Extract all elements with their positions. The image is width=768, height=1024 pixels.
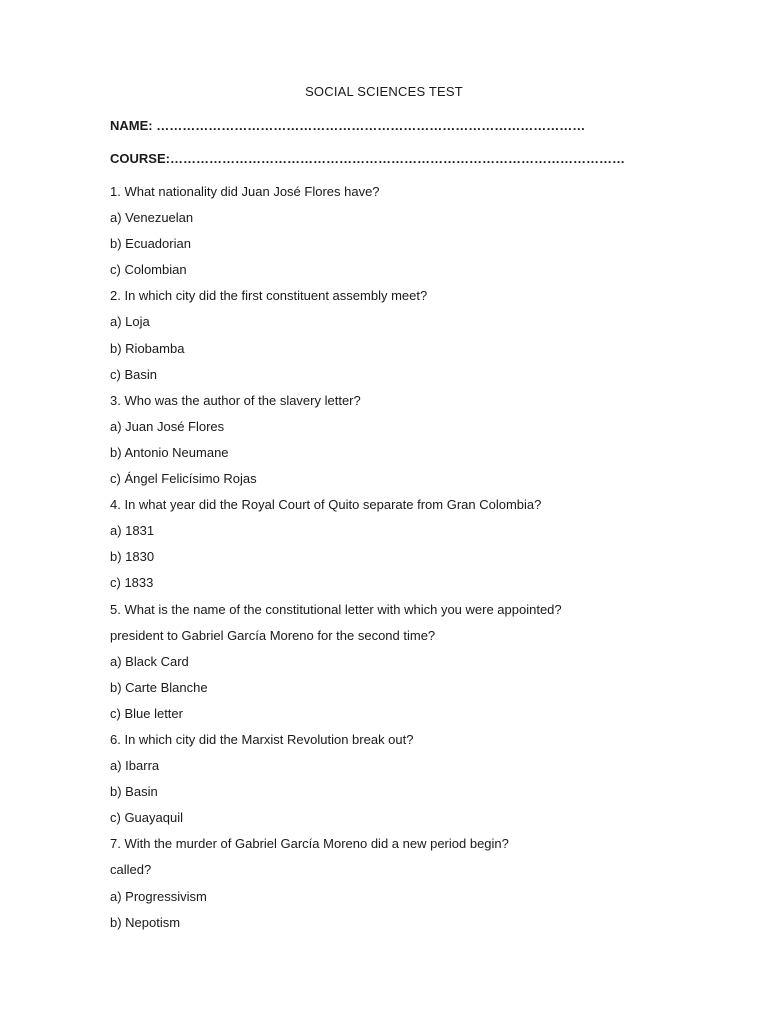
option-6a: a) Ibarra	[110, 758, 160, 774]
option-4a: a) 1831	[110, 523, 155, 539]
question-2: 2. In which city did the first constituent assembly meet?	[110, 288, 428, 304]
option-7b: b) Nepotism	[110, 914, 181, 930]
option-6c: c) Guayaquil	[110, 810, 183, 826]
option-5b: b) Carte Blanche	[110, 679, 208, 695]
name-field: NAME: ………………………………………………………………………………………	[110, 118, 586, 133]
option-3b: b) Antonio Neumane	[110, 444, 229, 460]
option-1b: b) Ecuadorian	[110, 236, 191, 252]
page-title: SOCIAL SCIENCES TEST	[305, 84, 463, 99]
question-3: 3. Who was the author of the slavery letter?	[110, 392, 361, 408]
question-4: 4. In what year did the Royal Court of Quito separate from Gran Colombia?	[110, 497, 542, 513]
option-6b: b) Basin	[110, 784, 158, 800]
option-4b: b) 1830	[110, 549, 155, 565]
course-field: COURSE:……………………………………………………………………………………………	[110, 151, 625, 166]
question-5-continued: president to Gabriel García Moreno for the second time?	[110, 627, 436, 643]
question-6: 6. In which city did the Marxist Revolution break out?	[110, 731, 414, 747]
option-4c: c) 1833	[110, 575, 154, 591]
option-7a: a) Progressivism	[110, 888, 207, 904]
option-3a: a) Juan José Flores	[110, 418, 225, 434]
option-3c: c) Ángel Felicísimo Rojas	[110, 471, 257, 487]
question-list	[110, 183, 710, 940]
question-7: 7. With the murder of Gabriel García Moreno did a new period begin?	[110, 836, 509, 852]
option-2a: a) Loja	[110, 314, 150, 330]
question-7-continued: called?	[110, 862, 152, 878]
option-2b: b) Riobamba	[110, 340, 185, 356]
option-1c: c) Colombian	[110, 262, 187, 278]
question-5: 5. What is the name of the constitutional letter with which you were appointed?	[110, 601, 562, 617]
question-1: 1. What nationality did Juan José Flores have?	[110, 184, 380, 199]
option-2c: c) Basin	[110, 366, 157, 382]
option-5a: a) Black Card	[110, 653, 189, 669]
option-5c: c) Blue letter	[110, 705, 183, 721]
option-1a: a) Venezuelan	[110, 210, 194, 226]
